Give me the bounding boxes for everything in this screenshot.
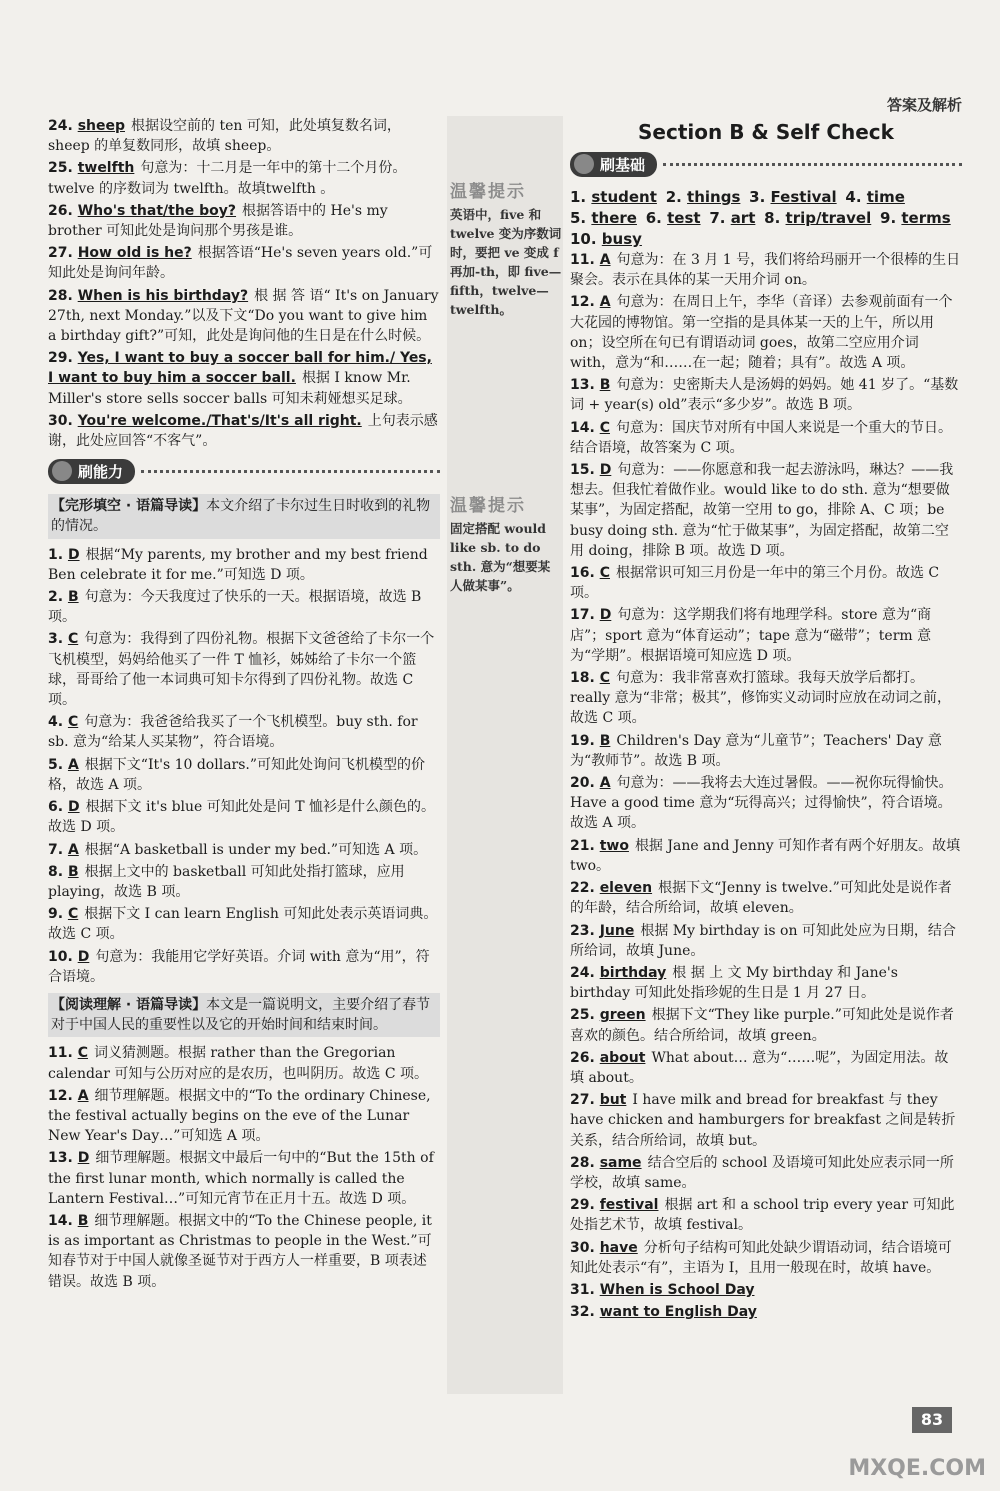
- item-number: 8.: [48, 863, 68, 880]
- section-title: Section B & Self Check: [638, 120, 894, 144]
- answer-item: [48, 587, 440, 627]
- answer-item: [570, 1048, 962, 1088]
- item-answer: things: [687, 188, 741, 206]
- item-number: 30.: [570, 1239, 600, 1256]
- item-answer: art: [730, 209, 756, 227]
- answer-item: [570, 292, 962, 373]
- answer-item: [48, 201, 440, 241]
- item-explanation: 细节理解题。根据文中的“To the ordinary Chinese, the festival actually begins on the eve of the Lunar New Year's Day…”可知选 A 项。: [48, 1087, 431, 1145]
- item-answer: C: [599, 565, 610, 582]
- answer-item: [48, 348, 440, 409]
- item-explanation: 句意为：在周日上午，李华（音译）去参观前面有一个大花园的博物馆。第一空指的是具体某一天的上午，所以用 on；设空所在句已有谓语动词 goes，故第二空应用介词 with，意为“和……在一起；随着；具有”。故选 A 项。: [570, 294, 953, 372]
- item-answer: have: [599, 1239, 638, 1256]
- cloze-guide: [48, 494, 440, 538]
- answer-item: [570, 375, 962, 415]
- banner-label: 刷基础: [570, 152, 657, 177]
- answer-item: [48, 158, 440, 198]
- item-explanation: 根 据 上 文 My birthday 和 Jane's birthday 可知此处指珍妮的生日是 1 月 27 日。: [570, 964, 898, 1002]
- item-explanation: 句意为：今天我度过了快乐的一天。根据语境，故选 B 项。: [48, 589, 422, 626]
- item-answer: Yes, I want to buy a soccer ball for him./ Yes, I want to buy him a soccer ball.: [48, 350, 432, 387]
- item-explanation: Children's Day 意为“儿童节”；Teachers' Day 意为“教师节”。故选 B 项。: [570, 732, 942, 769]
- item-number: 16.: [570, 565, 600, 582]
- item-answer: A: [599, 775, 611, 792]
- answer-item: [48, 1211, 440, 1292]
- item-answer: sheep: [77, 118, 125, 134]
- item-answer: Festival: [770, 188, 837, 206]
- item-explanation: 分析句子结构可知此处缺少谓语动词，结合语境可知此处表示“有”，主语为 I，且用一般现在时，故填 have。: [570, 1239, 952, 1276]
- answer-item: [48, 862, 440, 902]
- item-answer: birthday: [599, 964, 667, 981]
- vocabulary-row: [570, 208, 962, 229]
- dotted-divider: [663, 163, 962, 166]
- answer-item: [48, 1043, 440, 1083]
- item-answer: A: [67, 756, 79, 773]
- item-explanation: 句意为：——我将去大连过暑假。——祝你玩得愉快。Have a good time 意为“玩得高兴；过得愉快”，符合语境。故选 A 项。: [570, 775, 953, 832]
- item-answer: A: [599, 252, 611, 268]
- item-number: 5.: [570, 209, 592, 227]
- answer-item: [570, 836, 962, 876]
- vocabulary-row: [570, 187, 962, 208]
- item-number: 29.: [48, 350, 78, 367]
- item-number: 18.: [570, 670, 600, 687]
- item-number: 17.: [570, 607, 600, 624]
- answer-item: [570, 773, 962, 834]
- item-number: 9.: [880, 209, 902, 227]
- item-explanation: 句意为：——你愿意和我一起去游泳吗，琳达？——我想去。但我忙着做作业。would like to do sth. 意为“想要做某事”，为固定搭配，故第一空用 to go，排除 A、C 项；be busy doing sth. 意为“忙于做某事”，为固定搭配，故第二空用 doing，排除 B 项。故选 D 项。: [570, 462, 954, 559]
- item-explanation: 句意为：在 3 月 1 号，我们将给玛丽开一个很棒的生日聚会。表示在具体的某一天用介词 on。: [570, 252, 961, 289]
- answer-item: [48, 629, 440, 710]
- item-answer: C: [599, 419, 610, 436]
- item-number: 10.: [48, 948, 78, 965]
- item-number: 11.: [48, 1045, 78, 1062]
- item-answer: C: [67, 906, 79, 923]
- item-answer: festival: [599, 1197, 659, 1214]
- item-number: 8.: [764, 209, 786, 227]
- item-answer: eleven: [599, 880, 653, 897]
- item-number: 7.: [48, 841, 68, 858]
- item-explanation: 根据“A basketball is under my bed.”可知选 A 项。: [84, 841, 428, 858]
- item-answer: two: [599, 837, 629, 854]
- item-explanation: 根 据 答 语“ It's on January 27th, next Monday.”以及下文“Do you want to give him a birthday gift?”可知，此处是询问他的生日是在什么时候。: [48, 287, 439, 345]
- item-number: 26.: [570, 1049, 600, 1066]
- item-answer: D: [599, 462, 612, 479]
- answer-item: [48, 545, 440, 585]
- item-number: 2.: [665, 188, 688, 206]
- item-number: 15.: [570, 462, 600, 479]
- answer-item: [570, 878, 962, 918]
- item-answer: B: [599, 732, 611, 749]
- answer-item: [48, 286, 440, 347]
- item-answer: B: [67, 589, 79, 606]
- item-answer: there: [591, 209, 637, 227]
- item-explanation: 句意为：我能用它学好英语。介词 with 意为“用”，符合语境。: [48, 948, 430, 985]
- item-explanation: 句意为：史密斯夫人是汤姆的妈妈。她 41 岁了。“基数词 + year(s) old”表示“多少岁”。故选 B 项。: [570, 377, 959, 414]
- item-explanation: 根据下文“Jenny is twelve.”可知此处是说作者的年龄，结合所给词，故填 eleven。: [570, 880, 952, 917]
- item-number: 25.: [48, 160, 78, 177]
- item-explanation: 根据 Jane and Jenny 可知作者有两个好朋友。故填 two。: [570, 837, 961, 874]
- tip-text: 固定搭配 would like sb. to do sth. 意为“想要某人做某事”。: [450, 521, 551, 593]
- item-number: 3.: [48, 631, 68, 648]
- answer-item: [570, 668, 962, 729]
- item-number: 12.: [570, 294, 600, 311]
- item-answer: When is his birthday?: [77, 287, 249, 304]
- answer-item: [570, 418, 962, 458]
- item-answer: twelfth: [77, 160, 135, 177]
- item-number: 29.: [570, 1197, 600, 1214]
- item-number: 27.: [48, 245, 78, 262]
- banner-label: 刷能力: [48, 459, 135, 484]
- item-number: 23.: [570, 922, 600, 939]
- item-answer: C: [67, 714, 79, 731]
- item-number: 11.: [570, 252, 600, 268]
- answer-item: [570, 460, 962, 561]
- tip-text: 英语中，five 和 twelve 变为序数词时，要把 ve 变成 f 再加-th，即 five—fifth，twelve—twelfth。: [450, 207, 562, 317]
- item-number: 28.: [48, 287, 78, 304]
- item-answer: want to English Day: [599, 1304, 757, 1321]
- item-answer: C: [77, 1045, 88, 1062]
- item-number: 7.: [709, 209, 731, 227]
- item-number: 1.: [48, 546, 68, 563]
- item-answer: D: [599, 607, 612, 624]
- answer-item: [48, 1086, 440, 1147]
- tip-title: 温馨提示: [450, 182, 526, 202]
- answer-item: [48, 712, 440, 752]
- item-answer: but: [599, 1092, 627, 1109]
- guide-text: 本文是一篇说明文，主要介绍了春节对于中国人民的重要性以及它的开始时间和结束时间。: [51, 996, 431, 1034]
- tip-title: 温馨提示: [450, 496, 526, 516]
- item-number: 6.: [645, 209, 668, 227]
- answer-item: [48, 243, 440, 283]
- item-number: 12.: [48, 1087, 78, 1104]
- answer-item: [48, 1148, 440, 1209]
- vocabulary-row: [570, 229, 962, 250]
- item-number: 4.: [48, 714, 68, 731]
- item-answer: When is School Day: [599, 1281, 755, 1298]
- guide-text: 本文介绍了卡尔过生日时收到的礼物的情况。: [51, 498, 431, 535]
- item-explanation: 句意为：国庆节对所有中国人来说是一个重大的节日。结合语境，故答案为 C 项。: [570, 419, 952, 456]
- item-answer: busy: [601, 230, 642, 248]
- answer-item: [570, 731, 962, 771]
- item-number: 28.: [570, 1154, 600, 1171]
- watermark: MXQE.COM: [848, 1456, 986, 1481]
- item-number: 27.: [570, 1092, 600, 1109]
- item-answer: green: [599, 1007, 646, 1024]
- item-explanation: 根据“My parents, my brother and my best friend Ben celebrate it for me.”可知选 D 项。: [48, 546, 428, 583]
- item-number: 22.: [570, 880, 600, 897]
- answer-item: [48, 904, 440, 944]
- answer-item: [570, 1153, 962, 1193]
- answer-item: [48, 947, 440, 987]
- item-explanation: 根据常识可知三月份是一年中的第三个月份。故选 C 项。: [570, 565, 940, 602]
- answer-item: [48, 411, 440, 451]
- item-answer: C: [599, 670, 610, 687]
- right-column: [570, 116, 962, 1324]
- answer-item: [570, 963, 962, 1003]
- cloze-answers: [48, 545, 440, 987]
- answer-item: [570, 921, 962, 961]
- item-explanation: 根据下文 I can learn English 可知此处表示英语词典。故选 C 项。: [48, 906, 438, 943]
- item-explanation: 根据下文“It's 10 dollars.”可知此处询问飞机模型的价格，故选 A 项。: [48, 756, 426, 793]
- dotted-divider: [141, 470, 440, 473]
- answer-item: [570, 1195, 962, 1235]
- item-answer: A: [67, 841, 79, 858]
- tip-box-1: [450, 183, 562, 319]
- item-number: 10.: [570, 230, 602, 248]
- item-answer: terms: [901, 209, 951, 227]
- reading-guide: [48, 993, 440, 1037]
- item-answer: B: [599, 377, 611, 394]
- item-number: 30.: [48, 412, 78, 429]
- item-number: 13.: [570, 377, 600, 394]
- page-number: 83: [912, 1407, 952, 1433]
- reading-answers: [48, 1043, 440, 1291]
- item-answer: test: [667, 209, 701, 227]
- item-number: 9.: [48, 906, 68, 923]
- item-explanation: 句意为：我爸爸给我买了一个飞机模型。buy sth. for sb. 意为“给某人买某物”，符合语境。: [48, 714, 418, 751]
- item-number: 31.: [570, 1281, 600, 1298]
- item-answer: about: [599, 1049, 646, 1066]
- item-answer: C: [67, 631, 79, 648]
- item-number: 2.: [48, 589, 68, 606]
- item-explanation: 根据下文“They like purple.”可知此处是说作者喜欢的颜色。结合所给词，故填 green。: [570, 1007, 954, 1044]
- page-header: 答案及解析: [886, 96, 962, 114]
- item-explanation: 结合空后的 school 及语境可知此处应表示同一所学校，故填 same。: [570, 1154, 954, 1191]
- item-answer: Who's that/the boy?: [77, 202, 237, 219]
- item-answer: trip/travel: [785, 209, 872, 227]
- answer-item: [570, 250, 962, 290]
- item-number: 14.: [570, 419, 600, 436]
- answer-item: [48, 755, 440, 795]
- item-answer: A: [599, 294, 611, 311]
- item-number: 14.: [48, 1212, 78, 1229]
- item-number: 25.: [570, 1007, 600, 1024]
- item-number: 19.: [570, 732, 600, 749]
- item-answer: same: [599, 1154, 642, 1171]
- item-answer: D: [67, 799, 80, 816]
- item-explanation: 根据下文 it's blue 可知此处是问 T 恤衫是什么颜色的。故选 D 项。: [48, 799, 436, 836]
- guide-label: 【阅读理解 · 语篇导读】: [51, 996, 207, 1013]
- item-number: 32.: [570, 1304, 600, 1321]
- item-number: 1.: [570, 188, 592, 206]
- item-explanation: 细节理解题。根据文中的“To the Chinese people, it is as important as Christmas to people in the West.”可知春节对于中国人就像圣诞节对于西方人一样重要，B 项表述错误。故选 B 项。: [48, 1212, 432, 1290]
- item-explanation: 根据上文中的 basketball 可知此处指打篮球，应用 playing，故选 B 项。: [48, 863, 405, 900]
- item-number: 26.: [48, 202, 78, 219]
- item-answer: You're welcome./That's/It's all right.: [77, 412, 362, 429]
- item-explanation: 根据 art 和 a school trip every year 可知此处指艺术节，故填 festival。: [570, 1197, 955, 1234]
- item-answer: B: [67, 863, 79, 880]
- answer-item: [570, 1090, 962, 1151]
- item-explanation: 根据设空前的 ten 可知，此处填复数名词，sheep 的单复数同形，故填 sheep。: [48, 118, 401, 155]
- item-answer: D: [77, 1150, 90, 1167]
- left-column: [48, 116, 440, 1294]
- item-number: 24.: [48, 118, 78, 134]
- item-number: 4.: [845, 188, 867, 206]
- item-number: 5.: [48, 756, 68, 773]
- tip-box-2: [450, 497, 562, 595]
- item-explanation: 根据 My birthday is on 可知此处应为日期，结合所给词，故填 June。: [570, 922, 956, 959]
- item-answer: D: [67, 546, 80, 563]
- answer-item: [48, 116, 440, 156]
- item-number: 6.: [48, 799, 68, 816]
- item-answer: time: [866, 188, 905, 206]
- item-explanation: 句意为：十二月是一年中的第十二个月份。twelve 的序数词为 twelfth。故填twelfth 。: [48, 160, 407, 197]
- guide-label: 【完形填空 · 语篇导读】: [51, 498, 207, 515]
- answer-item: [570, 563, 962, 603]
- vocabulary-answers: [570, 187, 962, 250]
- item-explanation: 根据答语“He's seven years old.”可知此处是询问年龄。: [48, 245, 433, 282]
- item-answer: D: [77, 948, 90, 965]
- banner-left: [48, 459, 440, 484]
- answer-item: [48, 840, 440, 860]
- item-number: 3.: [749, 188, 771, 206]
- item-explanation: What about… 意为“……呢”，为固定用法。故填 about。: [570, 1049, 949, 1086]
- item-explanation: 词义猜测题。根据 rather than the Gregorian calendar 可知与公历对应的是农历，也叫阴历。故选 C 项。: [48, 1045, 429, 1082]
- item-explanation: 根据答语中的 He's my brother 可知此处是询问那个男孩是谁。: [48, 202, 388, 240]
- item-explanation: 上句表示感谢，此处应回答“不客气”。: [48, 412, 438, 450]
- item-answer: June: [599, 922, 635, 939]
- item-explanation: 句意为：这学期我们将有地理学科。store 意为“商店”；sport 意为“体育运动”；tape 意为“磁带”；term 意为“学期”。根据语境可知应选 D 项。: [570, 607, 932, 664]
- item-answer: A: [77, 1087, 89, 1104]
- answer-item: [570, 1302, 962, 1322]
- item-explanation: 句意为：我得到了四份礼物。根据下文爸爸给了卡尔一个飞机模型，妈妈给他买了一件 T 恤衫，姊姊给了卡尔一个篮球，哥哥给了他一本词典可知卡尔得到了四份礼物。故选 C 项。: [48, 631, 435, 709]
- answer-list-right: [570, 250, 962, 1322]
- item-number: 21.: [570, 837, 600, 854]
- answer-list-top: [48, 116, 440, 451]
- item-number: 20.: [570, 775, 600, 792]
- answer-item: [570, 1238, 962, 1278]
- item-number: 24.: [570, 964, 600, 981]
- item-explanation: I have milk and bread for breakfast 与 they have chicken and hamburgers for breakfast 之间是转折关系，结合所给词，故填 but。: [570, 1092, 956, 1149]
- answer-item: [570, 605, 962, 666]
- item-explanation: 句意为：我非常喜欢打篮球。我每天放学后都打。really 意为“非常；极其”，修饰实义动词时应放在动词之前，故选 C 项。: [570, 670, 951, 727]
- item-answer: B: [77, 1212, 89, 1229]
- answer-item: [48, 797, 440, 837]
- item-answer: student: [591, 188, 657, 206]
- answer-item: [570, 1280, 962, 1300]
- item-explanation: 根据 I know Mr. Miller's store sells soccer balls 可知未莉娅想买足球。: [48, 370, 412, 407]
- item-number: 13.: [48, 1150, 78, 1167]
- banner-right: [570, 152, 962, 177]
- item-answer: How old is he?: [77, 245, 192, 262]
- item-explanation: 细节理解题。根据文中最后一句中的“But the 15th of the first lunar month, which normally is called the Lantern Festival…”可知元宵节在正月十五。故选 D 项。: [48, 1150, 434, 1207]
- answer-item: [570, 1005, 962, 1045]
